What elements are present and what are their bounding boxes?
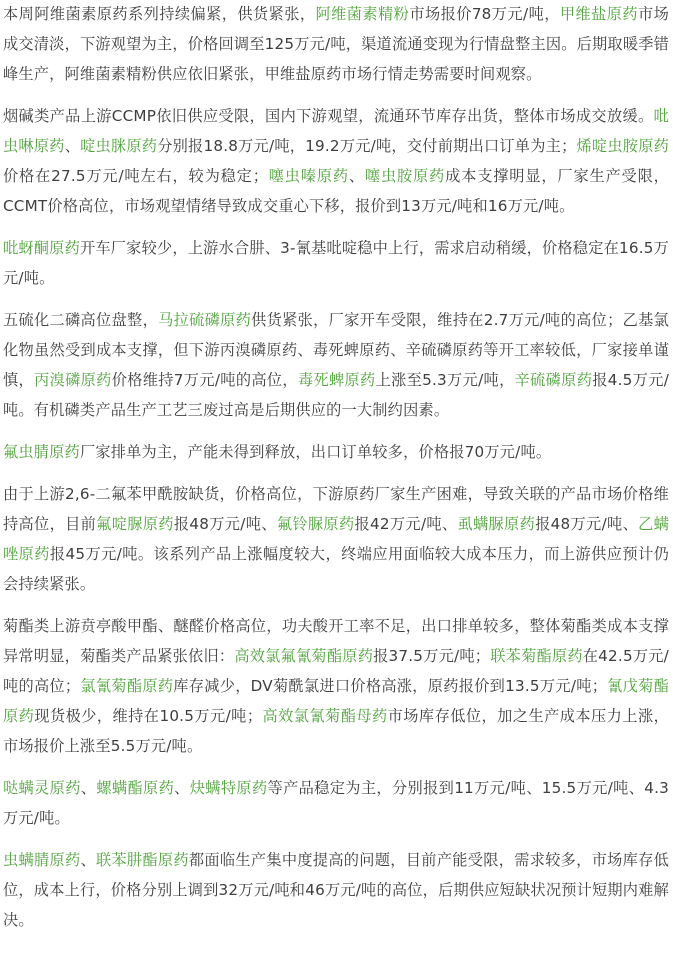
paragraph-text: 成本支撑明显，厂家生产受限，CCMT价格高位，市场观望情绪导致成交重心下移，报价到13万元/吨和16万元/吨。: [3, 167, 670, 215]
paragraph-text: 、: [80, 851, 96, 869]
paragraph-text: 烟碱类产品上游CCMP依旧供应受限，国内下游观望，流通环节库存出货，整体市场成交放缓。: [3, 107, 654, 125]
product-name-link: 高效氯氰菊酯母药: [262, 707, 388, 725]
product-name-link: 氟啶脲原药: [96, 515, 174, 533]
paragraph-text: 市场报价78万元/吨，: [409, 5, 560, 23]
paragraph-text: 、: [174, 779, 190, 797]
product-name-link: 吡蚜酮原药: [3, 239, 80, 257]
paragraph-chlorfenapyr: [3, 845, 669, 935]
paragraph-text: 由于上游2,6-二氟苯甲酰胺缺货，价格高位，下游原药厂家生产困难，导致关联的产品市场价格维持高位，目前: [3, 485, 669, 533]
paragraph-text: 报48万元/吨、: [173, 515, 277, 533]
paragraph-text: 、: [80, 779, 97, 797]
paragraph-acaricides: [3, 773, 669, 833]
paragraph-neonicotinoids: [3, 101, 669, 221]
product-name-link: 联苯肼酯原药: [95, 851, 189, 869]
product-name-link: 氰戊菊酯原药: [3, 677, 670, 725]
product-name-link: 螺螨酯原药: [96, 779, 175, 797]
paragraph-text: 报42万元/吨、: [354, 515, 458, 533]
product-name-link: 噻虫胺原药: [364, 167, 446, 185]
paragraph-text: 等产品稳定为主，分别报到11万元/吨、15.5万元/吨、4.3万元/吨。: [3, 779, 670, 827]
paragraph-text: 上涨至5.3万元/吨，: [375, 371, 515, 389]
paragraph-text: 在42.5万元/吨的高位；: [3, 647, 669, 695]
paragraph-text: 开车厂家较少，上游水合肼、3-氰基吡啶稳中上行，需求启动稍缓，价格稳定在16.5万元/吨。: [3, 239, 669, 287]
product-name-link: 啶虫脒原药: [80, 137, 158, 155]
paragraph-pymetrozine: [3, 233, 669, 293]
product-name-link: 甲维盐原药: [559, 5, 638, 23]
product-name-link: 氟虫腈原药: [3, 443, 80, 461]
paragraph-text: 、: [348, 167, 365, 185]
paragraph-avermectin: [3, 0, 669, 89]
paragraph-text: 库存减少，DV菊酰氯进口价格高涨，原药报价到13.5万元/吨；: [173, 677, 608, 695]
product-name-link: 乙螨唑原药: [3, 515, 670, 563]
paragraph-organophosphates: [3, 305, 669, 425]
paragraph-text: 、: [64, 137, 81, 155]
product-name-link: 炔螨特原药: [189, 779, 268, 797]
product-name-link: 噻虫嗪原药: [268, 167, 349, 185]
product-name-link: 虱螨脲原药: [457, 515, 536, 533]
product-name-link: 丙溴磷原药: [34, 371, 112, 389]
paragraph-text: 分别报18.8万元/吨，19.2万元/吨，交付前期出口订单为主；: [157, 137, 577, 155]
paragraph-benzoylureas: [3, 479, 669, 599]
paragraph-text: 报45万元/吨。该系列产品上涨幅度较大，终端应用面临较大成本压力，而上游供应预计仍会持续紧张。: [3, 545, 669, 593]
paragraph-text: 厂家排单为主，产能未得到释放，出口订单较多，价格报70万元/吨。: [79, 443, 552, 461]
paragraph-text: 菊酯类上游贲亭酸甲酯、醚醛价格高位，功夫酸开工率不足，出口排单较多，整体菊酯类成本支撑异常明显，菊酯类产品紧张依旧：: [3, 617, 669, 665]
product-name-link: 氯氰菊酯原药: [80, 677, 174, 695]
paragraph-text: 价格维持7万元/吨的高位，: [111, 371, 298, 389]
product-name-link: 马拉硫磷原药: [158, 311, 252, 329]
paragraph-text: 报4.5万元/吨。有机磷类产品生产工艺三废过高是后期供应的一大制约因素。: [3, 371, 670, 419]
product-name-link: 吡虫啉原药: [3, 107, 669, 155]
paragraph-text: 报37.5万元/吨；: [373, 647, 491, 665]
paragraph-text: 市场成交清淡，下游观望为主，价格回调至125万元/吨，渠道流通变现为行情盘整主因。后期取暖季错峰生产，阿维菌素精粉供应依旧紧张，甲维盐原药市场行情走势需要时间观察。: [3, 5, 670, 83]
paragraph-pyrethroids: [3, 611, 669, 761]
paragraph-text: 价格在27.5万元/吨左右，较为稳定；: [3, 167, 269, 185]
product-name-link: 毒死蜱原药: [297, 371, 376, 389]
product-name-link: 辛硫磷原药: [514, 371, 593, 389]
paragraph-fipronil: [3, 437, 669, 467]
product-name-link: 氟铃脲原药: [276, 515, 355, 533]
paragraph-text: 五硫化二磷高位盘整，: [3, 311, 159, 329]
product-name-link: 烯啶虫胺原药: [576, 137, 669, 155]
product-name-link: 高效氯氟氰菊酯原药: [234, 647, 374, 665]
product-name-link: 哒螨灵原药: [3, 779, 81, 797]
product-name-link: 阿维菌素精粉: [315, 5, 410, 23]
paragraph-text: 现货极少，维持在10.5万元/吨；: [34, 707, 263, 725]
product-name-link: 虫螨腈原药: [3, 851, 81, 869]
product-name-link: 联苯菊酯原药: [490, 647, 583, 665]
paragraph-text: 市场库存低位，加之生产成本压力上涨，市场报价上涨至5.5万元/吨。: [3, 707, 669, 755]
paragraph-text: 供货紧张，厂家开车受限，维持在2.7万元/吨的高位；乙基氯化物虽然受到成本支撑，但下游丙溴磷原药、毒死蜱原药、辛硫磷原药等开工率较低，厂家接单谨慎，: [3, 311, 669, 389]
paragraph-text: 报48万元/吨、: [535, 515, 639, 533]
paragraph-text: 都面临生产集中度提高的问题，目前产能受限，需求较多，市场库存低位，成本上行，价格分别上调到32万元/吨和46万元/吨的高位，后期供应短缺状况预计短期内难解决。: [3, 851, 670, 929]
paragraph-text: 本周阿维菌素原药系列持续偏紧，供货紧张，: [3, 5, 316, 23]
